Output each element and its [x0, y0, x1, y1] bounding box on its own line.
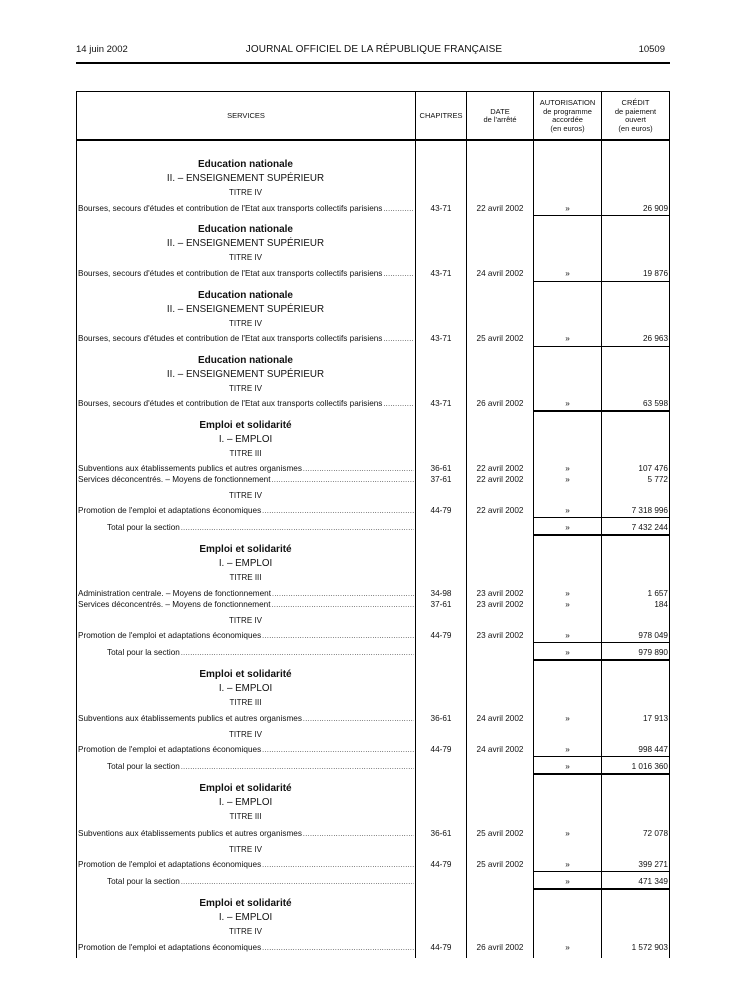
- section-title: I. – EMPLOI: [218, 912, 273, 923]
- table-row: Bourses, secours d'études et contribution de l'Etat aux transports collectifs parisiens ..... 43-71 26 avril 2002 » 63 598: [76, 398, 670, 409]
- table-row: Bourses, secours d'études et contribution de l'Etat aux transports collectifs parisiens ..... 43-71 22 avril 2002 » 26 909: [76, 203, 670, 214]
- table-row: Services déconcentrés. – Moyens de fonctionnement ..... 37-61 23 avril 2002 » 184: [76, 599, 670, 610]
- total-rule: [534, 888, 669, 890]
- titre-heading: TITRE IV: [229, 491, 262, 500]
- total-rule: [534, 773, 669, 775]
- row-rule: [534, 215, 669, 216]
- total-rule: [534, 659, 669, 661]
- section-title: I. – EMPLOI: [218, 683, 273, 694]
- col-header-services: SERVICES: [227, 110, 265, 120]
- header-rule: [76, 139, 670, 141]
- section-title: I. – EMPLOI: [218, 797, 273, 808]
- col-header-credit: CRÉDIT de paiement ouvert (en euros): [614, 98, 657, 133]
- table-top-rule: [76, 91, 670, 92]
- journal-title: JOURNAL OFFICIEL DE LA RÉPUBLIQUE FRANÇAISE: [245, 44, 503, 55]
- titre-heading: TITRE IV: [229, 188, 262, 197]
- section-title: II. – ENSEIGNEMENT SUPÉRIEUR: [166, 173, 325, 184]
- row-rule: [534, 756, 669, 757]
- header-date: 14 juin 2002: [76, 44, 128, 55]
- credits-table: [76, 91, 670, 958]
- ministry-title: Education nationale: [197, 224, 293, 235]
- table-row: Subventions aux établissements publics et autres organismes ..... 36-61 22 avril 2002 » 107 476: [76, 463, 670, 474]
- total-rule: [534, 534, 669, 536]
- ministry-title: Emploi et solidarité: [199, 420, 292, 431]
- ministry-title: Education nationale: [197, 159, 293, 170]
- total-row: Total pour la section ..... » 471 349: [76, 876, 670, 887]
- titre-heading: TITRE IV: [229, 927, 262, 936]
- table-row: Promotion de l'emploi et adaptations économiques ..... 44-79 23 avril 2002 » 978 049: [76, 630, 670, 641]
- table-row: Bourses, secours d'études et contribution de l'Etat aux transports collectifs parisiens ..... 43-71 24 avril 2002 » 19 876: [76, 268, 670, 279]
- ministry-title: Emploi et solidarité: [199, 898, 292, 909]
- ministry-title: Education nationale: [197, 355, 293, 366]
- col-header-date: DATE de l'arrêté: [483, 106, 517, 124]
- section-title: II. – ENSEIGNEMENT SUPÉRIEUR: [166, 304, 325, 315]
- titre-heading: TITRE III: [229, 812, 262, 821]
- table-row: Subventions aux établissements publics et autres organismes ..... 36-61 25 avril 2002 » 72 078: [76, 828, 670, 839]
- section-title: I. – EMPLOI: [218, 558, 273, 569]
- row-rule: [534, 871, 669, 872]
- row-rule: [534, 517, 669, 518]
- titre-heading: TITRE IV: [229, 319, 262, 328]
- row-rule: [534, 346, 669, 347]
- section-title: II. – ENSEIGNEMENT SUPÉRIEUR: [166, 238, 325, 249]
- table-row: Promotion de l'emploi et adaptations économiques ..... 44-79 24 avril 2002 » 998 447: [76, 744, 670, 755]
- section-title: I. – EMPLOI: [218, 434, 273, 445]
- row-rule: [534, 281, 669, 282]
- total-row: Total pour la section ..... » 979 890: [76, 647, 670, 658]
- total-rule: [534, 410, 669, 412]
- table-row: Promotion de l'emploi et adaptations économiques ..... 44-79 22 avril 2002 » 7 318 996: [76, 505, 670, 516]
- row-rule: [534, 642, 669, 643]
- table-row: Subventions aux établissements publics et autres organismes ..... 36-61 24 avril 2002 » 17 913: [76, 713, 670, 724]
- col-header-autorisation: AUTORISATION de programme accordée (en euros): [539, 98, 596, 133]
- table-row: Administration centrale. – Moyens de fonctionnement ..... 34-98 23 avril 2002 » 1 657: [76, 588, 670, 599]
- titre-heading: TITRE IV: [229, 384, 262, 393]
- ministry-title: Emploi et solidarité: [199, 783, 292, 794]
- ministry-title: Emploi et solidarité: [199, 544, 292, 555]
- total-row: Total pour la section ..... » 7 432 244: [76, 522, 670, 533]
- section-title: II. – ENSEIGNEMENT SUPÉRIEUR: [166, 369, 325, 380]
- ministry-title: Education nationale: [197, 290, 293, 301]
- titre-heading: TITRE III: [229, 573, 262, 582]
- col-header-chapitres: CHAPITRES: [419, 110, 463, 120]
- titre-heading: TITRE IV: [229, 253, 262, 262]
- titre-heading: TITRE III: [229, 698, 262, 707]
- table-row: Promotion de l'emploi et adaptations économiques ..... 44-79 25 avril 2002 » 399 271: [76, 859, 670, 870]
- titre-heading: TITRE IV: [229, 845, 262, 854]
- titre-heading: TITRE IV: [229, 730, 262, 739]
- titre-heading: TITRE IV: [229, 616, 262, 625]
- header-rule: [76, 62, 670, 64]
- table-row: Promotion de l'emploi et adaptations économiques ..... 44-79 26 avril 2002 » 1 572 903: [76, 942, 670, 953]
- titre-heading: TITRE III: [229, 449, 262, 458]
- table-row: Services déconcentrés. – Moyens de fonctionnement ..... 37-61 22 avril 2002 » 5 772: [76, 474, 670, 485]
- total-row: Total pour la section ..... » 1 016 360: [76, 761, 670, 772]
- page-number: 10509: [638, 44, 665, 55]
- ministry-title: Emploi et solidarité: [199, 669, 292, 680]
- table-row: Bourses, secours d'études et contribution de l'Etat aux transports collectifs parisiens ..... 43-71 25 avril 2002 » 26 963: [76, 333, 670, 344]
